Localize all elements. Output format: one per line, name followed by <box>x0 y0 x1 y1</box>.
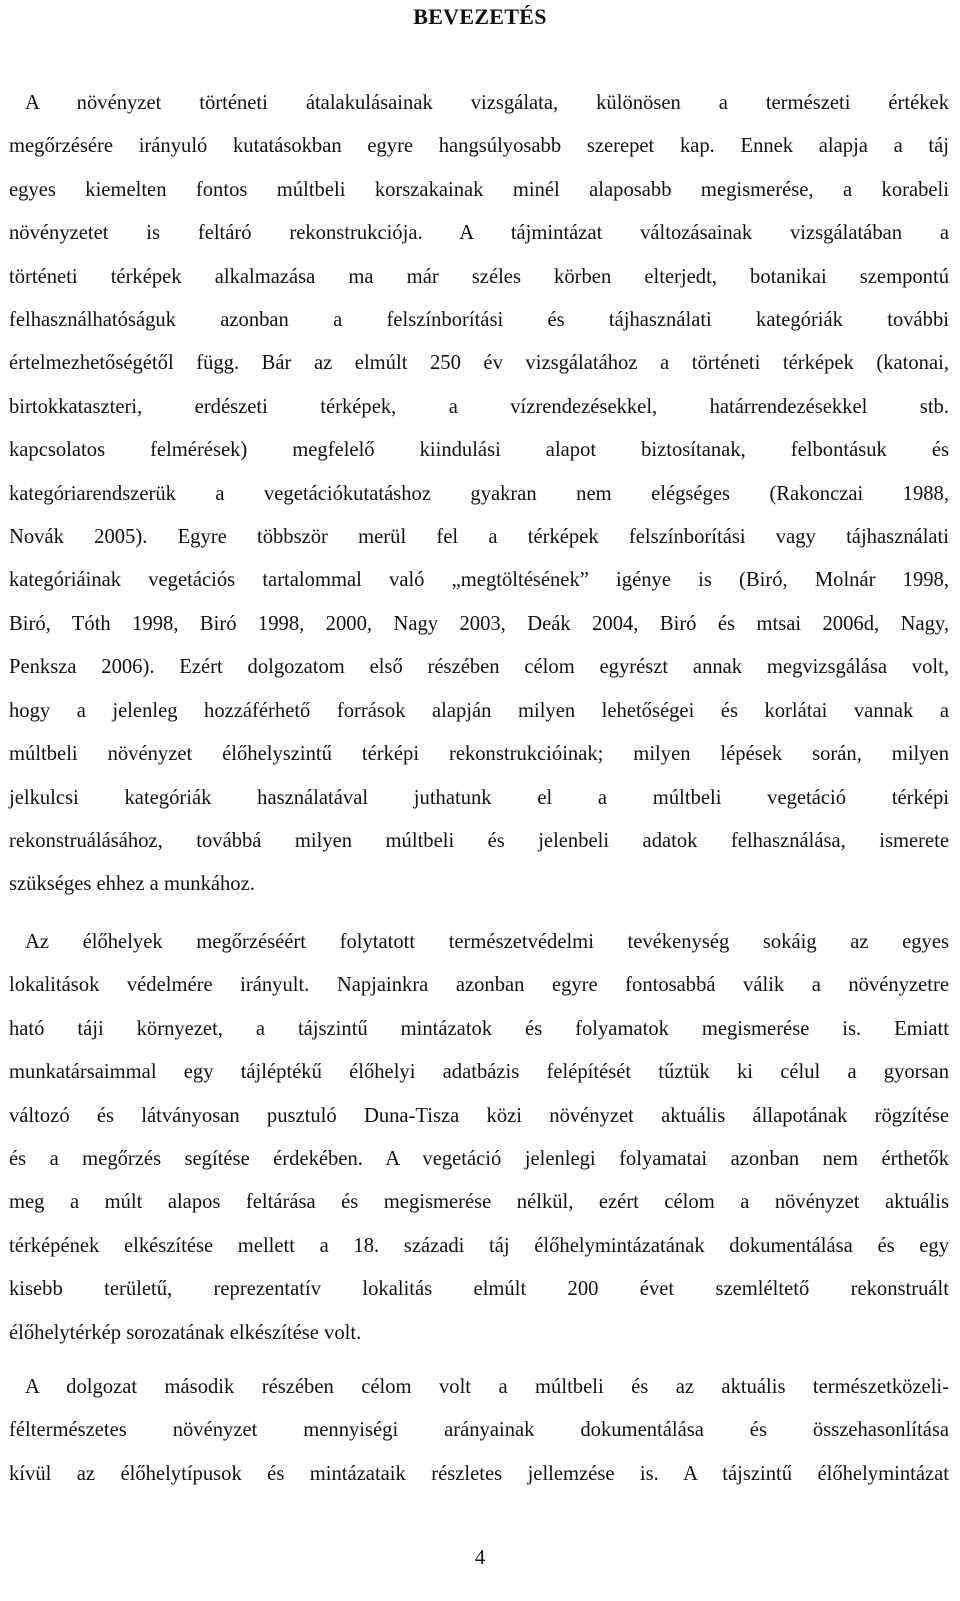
text-line: lokalitások védelmére irányult. Napjainkra azonban egyre fontosabbá válik a növényzetre <box>9 974 949 997</box>
paragraph-3 <box>9 1366 949 1496</box>
text-line: munkatársaimmal egy tájléptékű élőhelyi adatbázis felépítését tűztük ki célul a gyorsan <box>9 1061 949 1084</box>
text-line: megőrzésére irányuló kutatásokban egyre hangsúlyosabb szerepet kap. Ennek alapja a táj <box>9 135 949 158</box>
text-line: Novák 2005). Egyre többször merül fel a térképek felszínborítási vagy tájhasználati <box>9 526 949 549</box>
page-number: 4 <box>474 1545 486 1569</box>
page-title: BEVEZETÉS <box>413 4 547 29</box>
text-line: A dolgozat második részében célom volt a múltbeli és az aktuális természetközeli- <box>25 1376 949 1398</box>
text-line: Penksza 2006). Ezért dolgozatom első részében célom egyrészt annak megvizsgálása volt, <box>9 656 949 679</box>
text-line: kívül az élőhelytípusok és mintázataik részletes jellemzése is. A tájszintű élőhelymintázat <box>9 1462 949 1485</box>
text-line: jelkulcsi kategóriák használatával juthatunk el a múltbeli vegetáció térképi <box>9 786 949 809</box>
text-line: múltbeli növényzet élőhelyszintű térképi rekonstrukcióinak; milyen lépések során, milyen <box>9 743 949 766</box>
text-line: Az élőhelyek megőrzéséért folytatott természetvédelmi tevékenység sokáig az egyes <box>25 931 949 953</box>
paragraph-2 <box>9 921 949 1355</box>
paragraph-1 <box>9 82 949 907</box>
text-line: és a megőrzés segítése érdekében. A vegetáció jelenlegi folyamatai azonban nem érthetők <box>9 1148 949 1171</box>
text-line: növényzetet is feltáró rekonstrukciója. A tájmintázat változásainak vizsgálatában a <box>9 222 949 245</box>
text-line: Biró, Tóth 1998, Biró 1998, 2000, Nagy 2003, Deák 2004, Biró és mtsai 2006d, Nagy, <box>9 612 949 635</box>
text-line: értelmezhetőségétől függ. Bár az elmúlt 250 év vizsgálatához a történeti térképek (katonai, <box>9 352 949 375</box>
text-line: hogy a jelenleg hozzáférhető források alapján milyen lehetőségei és korlátai vannak a <box>9 699 949 722</box>
text-line: kategóriáinak vegetációs tartalommal való „megtöltésének” igénye is (Biró, Molnár 1998, <box>9 569 949 592</box>
text-line: rekonstruálásához, továbbá milyen múltbeli és jelenbeli adatok felhasználása, ismerete <box>9 829 949 852</box>
text-line: élőhelytérkép sorozatának elkészítése volt. <box>9 1321 362 1344</box>
text-line: ható táji környezet, a tájszintű mintázatok és folyamatok megismerése is. Emiatt <box>9 1017 949 1040</box>
text-line: történeti térképek alkalmazása ma már széles körben elterjedt, botanikai szempontú <box>9 265 949 288</box>
text-line: egyes kiemelten fontos múltbeli korszakainak minél alaposabb megismerése, a korabeli <box>9 178 949 201</box>
text-line: meg a múlt alapos feltárása és megismerése nélkül, ezért célom a növényzet aktuális <box>9 1191 949 1214</box>
text-line: birtokkataszteri, erdészeti térképek, a vízrendezésekkel, határrendezésekkel stb. <box>9 395 949 418</box>
text-line: változó és látványosan pusztuló Duna-Tisza közi növényzet aktuális állapotának rögzítése <box>9 1104 949 1127</box>
text-line: féltermészetes növényzet mennyiségi arányainak dokumentálása és összehasonlítása <box>9 1419 949 1442</box>
text-line: felhasználhatóságuk azonban a felszínborítási és tájhasználati kategóriák további <box>9 309 949 332</box>
text-line: térképének elkészítése mellett a 18. századi táj élőhelymintázatának dokumentálása és egy <box>9 1234 949 1257</box>
text-line: kategóriarendszerük a vegetációkutatáshoz gyakran nem elégséges (Rakonczai 1988, <box>9 482 949 505</box>
text-line: A növényzet történeti átalakulásainak vizsgálata, különösen a természeti értékek <box>25 92 949 114</box>
text-line: kapcsolatos felmérések) megfelelő kiindulási alapot biztosítanak, felbontásuk és <box>9 439 949 462</box>
text-line: szükséges ehhez a munkához. <box>9 873 255 896</box>
text-line: kisebb területű, reprezentatív lokalitás elmúlt 200 évet szemléltető rekonstruált <box>9 1278 949 1301</box>
